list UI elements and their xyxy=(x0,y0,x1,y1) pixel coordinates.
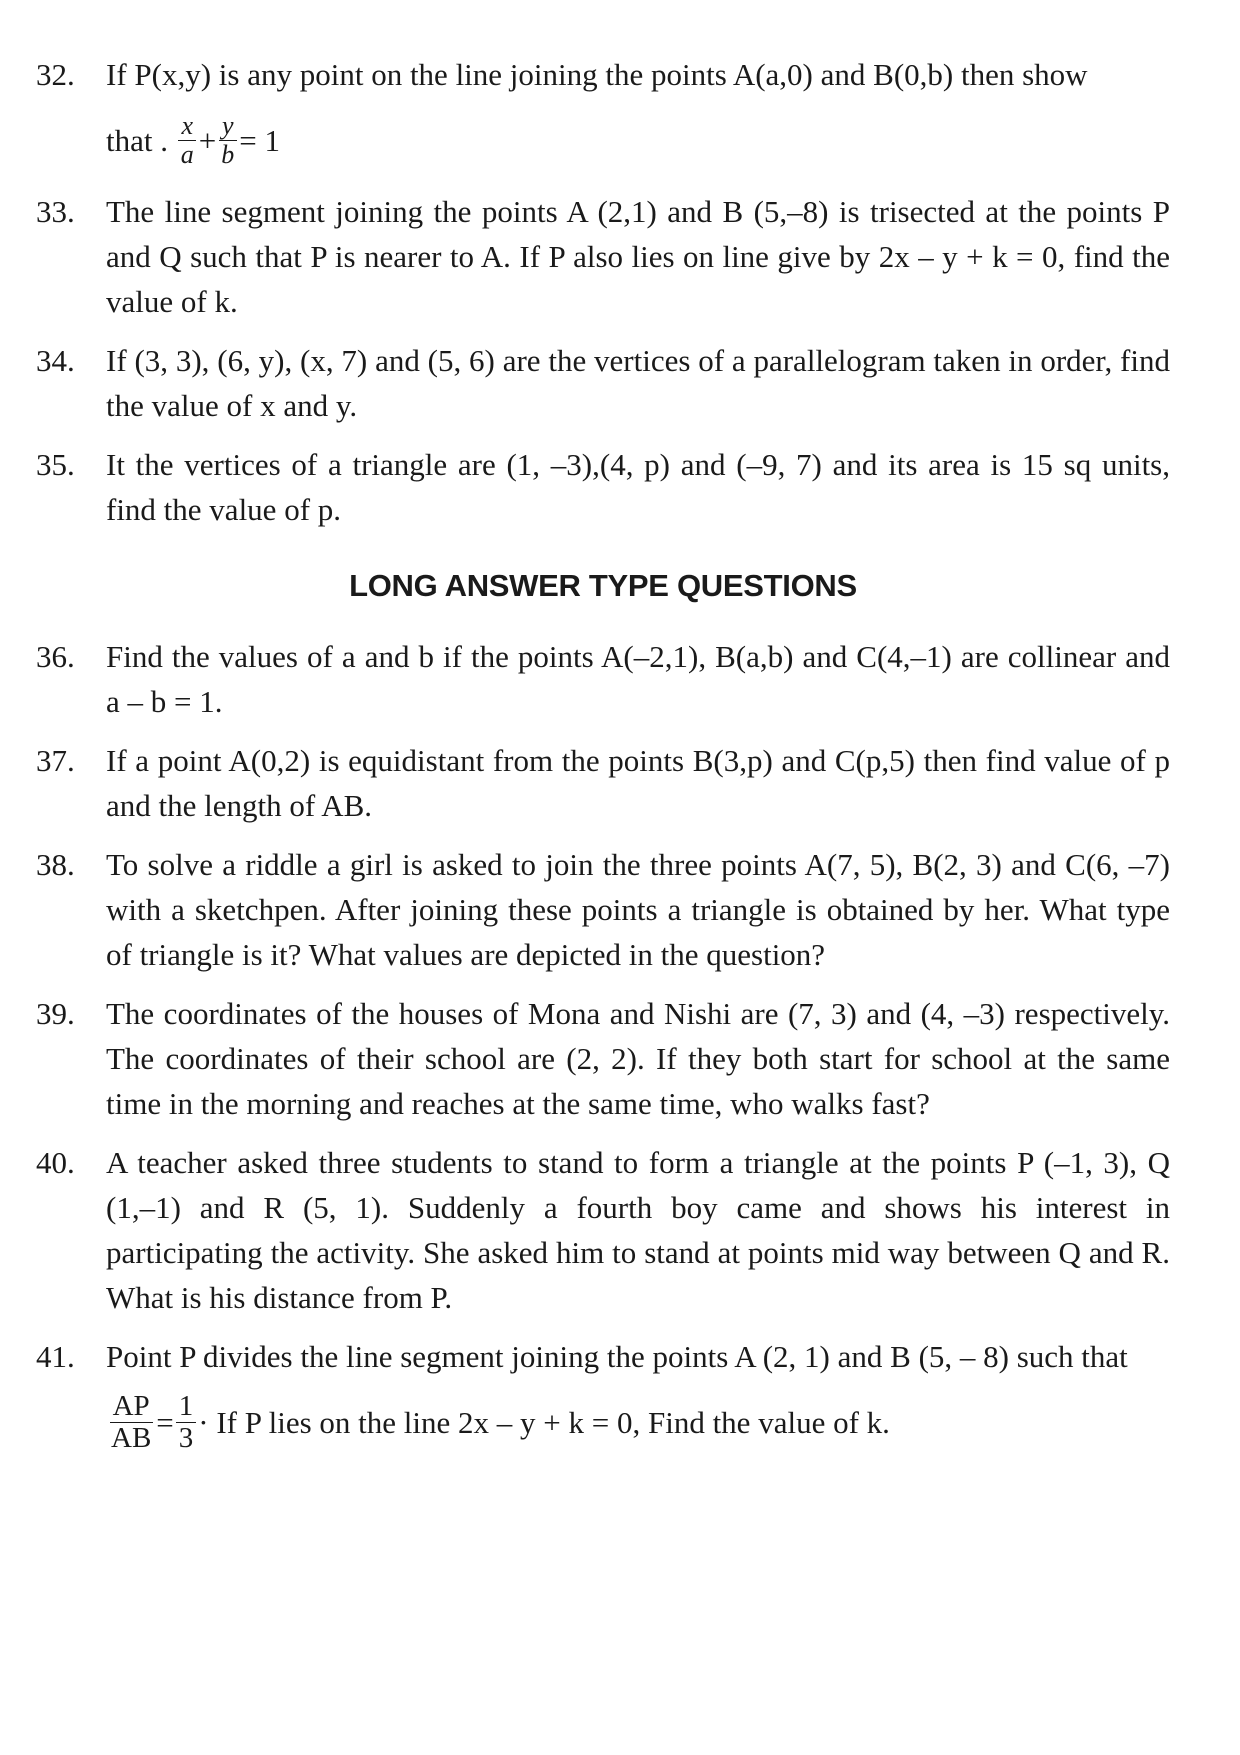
question-number: 37. xyxy=(36,743,75,778)
question-text: To solve a riddle a girl is asked to join the three points A(7, 5), B(2, 3) and C(6, –7) with a sketchpen. After joining these points a triangle is obtained by her. What type of triangle is it? What values are depicted in the question? xyxy=(106,847,1170,972)
question-text: Point P divides the line segment joining the points A (2, 1) and B (5, – 8) such that xyxy=(106,1339,1128,1374)
question-number: 38. xyxy=(36,847,75,882)
question-number: 36. xyxy=(36,639,75,674)
question-text: The coordinates of the houses of Mona and Nishi are (7, 3) and (4, –3) respectively. The coordinates of their school are (2, 2). If they both start for school at the same time in the morning and reaches at the same time, who walks fast? xyxy=(106,996,1170,1121)
equals-sign: = xyxy=(156,1404,174,1440)
question-number: 41. xyxy=(36,1339,75,1374)
question-35 xyxy=(36,442,1170,532)
fraction-ap-over-ab xyxy=(108,1391,154,1453)
section-heading: LONG ANSWER TYPE QUESTIONS xyxy=(349,568,857,603)
plus-sign: + xyxy=(198,122,217,158)
dot-separator: · xyxy=(198,1404,209,1440)
fraction-numerator: 1 xyxy=(176,1391,197,1422)
question-32 xyxy=(36,52,1170,175)
question-number: 40. xyxy=(36,1145,75,1180)
fraction-y-over-b xyxy=(218,112,237,168)
fraction-denominator: 3 xyxy=(178,1421,194,1454)
question-33 xyxy=(36,189,1170,324)
fraction-one-third xyxy=(176,1391,197,1453)
question-text: The line segment joining the points A (2,1) and B (5,–8) is trisected at the points P and Q such that P is nearer to A. If P also lies on line give by 2x – y + k = 0, find the value of k. xyxy=(106,194,1170,319)
question-38 xyxy=(36,842,1170,977)
fraction-numerator: AP xyxy=(110,1391,153,1422)
question-text: It the vertices of a triangle are (1, –3),(4, p) and (–9, 7) and its area is 15 sq units, find the value of p. xyxy=(106,447,1170,527)
question-number: 32. xyxy=(36,57,75,92)
question-text: Find the values of a and b if the points A(–2,1), B(a,b) and C(4,–1) are collinear and a – b = 1. xyxy=(106,639,1170,719)
question-34 xyxy=(36,338,1170,428)
question-number: 39. xyxy=(36,996,75,1031)
question-text: If P(x,y) is any point on the line joining the points A(a,0) and B(0,b) then show xyxy=(106,57,1088,92)
question-text: If a point A(0,2) is equidistant from the points B(3,p) and C(p,5) then find value of p and the length of AB. xyxy=(106,743,1170,823)
fraction-numerator: x xyxy=(178,112,196,140)
question-text: If (3, 3), (6, y), (x, 7) and (5, 6) are the vertices of a parallelogram taken in order, find the value of x and y. xyxy=(106,343,1170,423)
question-39 xyxy=(36,991,1170,1126)
equation-line xyxy=(106,105,1170,175)
question-37 xyxy=(36,738,1170,828)
question-41 xyxy=(36,1334,1170,1457)
question-40 xyxy=(36,1140,1170,1320)
question-number: 35. xyxy=(36,447,75,482)
fraction-denominator: a xyxy=(180,139,194,169)
question-text: A teacher asked three students to stand to form a triangle at the points P (–1, 3), Q (1,–1) and R (5, 1). Suddenly a fourth boy came and shows his interest in participating the activity. She asked him to stand at points mid way between Q and R. What is his distance from P. xyxy=(106,1145,1170,1315)
equals-one: = 1 xyxy=(239,122,280,158)
equation-line xyxy=(106,1387,1170,1457)
question-number: 34. xyxy=(36,343,75,378)
fraction-denominator: AB xyxy=(111,1421,152,1454)
fraction-numerator: y xyxy=(219,112,237,140)
question-36 xyxy=(36,634,1170,724)
fraction-denominator: b xyxy=(221,139,235,169)
question-number: 33. xyxy=(36,194,75,229)
fraction-x-over-a xyxy=(178,112,197,168)
equation-lead-text: that . xyxy=(106,122,168,158)
equation-tail-text: If P lies on the line 2x – y + k = 0, Find the value of k. xyxy=(216,1404,890,1440)
